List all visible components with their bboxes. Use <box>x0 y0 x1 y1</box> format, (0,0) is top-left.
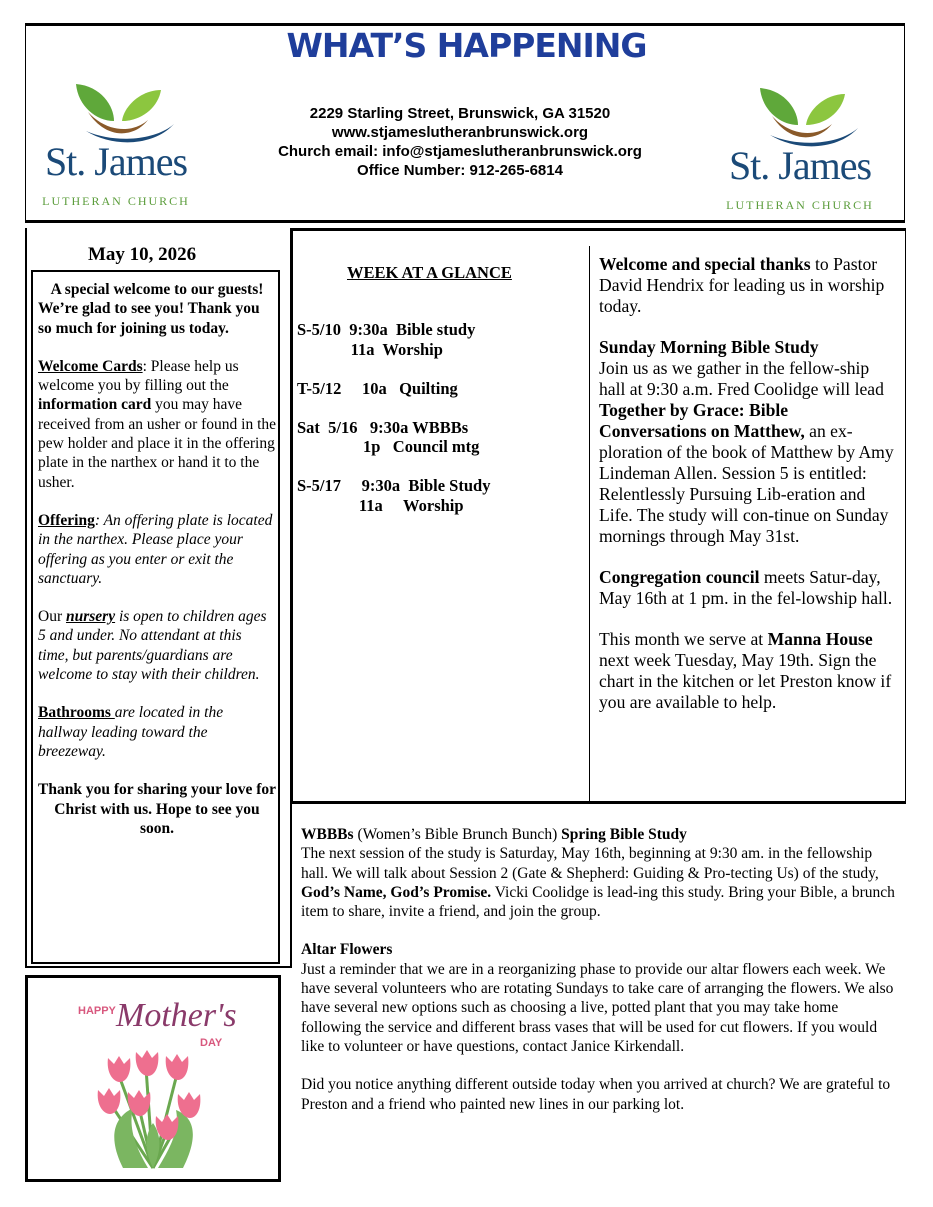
study-title: God’s Name, God’s Promise. <box>301 883 492 901</box>
text: an ex-ploration of the book of Matthew by Amy Lindeman Allen. Session 5 is entitled: Relentlessly Pursuing Lib-eration and Life. The study will con-tinue on Sunday mornings through May 31st. <box>599 421 894 546</box>
tulip-bouquet-icon <box>28 978 278 1179</box>
schedule-row: S-5/17 9:30a Bible Study <box>297 476 491 495</box>
text: Vicki Coolidge is lead-ing this study. Bring your Bible, a brunch item to share, invite a friend, and join the group. <box>301 883 895 921</box>
welcome-cards-paragraph <box>38 357 276 492</box>
text: Our <box>38 608 66 626</box>
welcome-message: We’re glad to see you! Thank you so much for joining us today. <box>38 300 260 337</box>
nursery-label: nursery <box>65 608 116 626</box>
logo-name: St. James <box>728 143 872 188</box>
schedule-row: Sat 5/16 9:30a WBBBs <box>297 417 469 437</box>
thanks-message: Thank you for sharing your love for Christ with us. Hope to see you soon. <box>38 781 276 837</box>
text: next week Tuesday, May 19th. Sign the chart in the kitchen or let Preston know if you are available to help. <box>599 650 892 712</box>
church-logo-left <box>36 76 196 216</box>
column-divider <box>589 246 590 802</box>
logo-subtitle: LUTHERAN CHURCH <box>42 194 190 208</box>
bold-text: Congregation council <box>599 567 760 587</box>
welcome-thanks-paragraph <box>599 254 899 317</box>
leaf-icon <box>36 76 196 146</box>
manna-house-paragraph <box>599 629 899 713</box>
text: are located in the hallway leading toward the breezeway. <box>38 704 224 760</box>
text: to Pastor David Hendrix for leading us in worship today. <box>599 254 885 316</box>
text: The next session of the study is Saturday, May 16th, beginning at 9:30 am. in the fellowship hall. We will talk about Session 2 (Gate & Shepherd: Guiding & Pro-tecting Us) of the study, <box>301 845 879 882</box>
mothers-text: Mother's <box>116 997 237 1034</box>
altar-flowers-heading: Altar Flowers <box>301 941 393 959</box>
welcome-text <box>38 280 276 857</box>
wbbb-paragraph <box>301 825 899 921</box>
week-at-a-glance-heading: WEEK AT A GLANCE <box>347 263 512 282</box>
text: is open to children ages 5 and under. No attendant at this time, but parents/guardians are welcome to stay with their children. <box>38 608 267 684</box>
information-card-term: information card <box>38 396 152 414</box>
logo-name: St. James <box>44 139 188 184</box>
study-title: Together by Grace: Bible Conversations on Matthew, <box>599 400 805 441</box>
bulletin-date: May 10, 2026 <box>88 244 197 265</box>
week-schedule <box>297 320 582 515</box>
schedule-row: S-5/10 9:30a Bible study <box>297 320 476 339</box>
text: : An offering plate is located in the narthex. Please place your offering as you enter or exit the sanctuary. <box>38 511 273 587</box>
schedule-row: T-5/12 10a Quilting <box>297 378 458 398</box>
mothers-day-graphic <box>25 975 281 1182</box>
website-link[interactable]: www.stjameslutheranbrunswick.org <box>331 124 589 141</box>
schedule-row <box>297 398 582 418</box>
schedule-row <box>297 359 582 379</box>
schedule-row <box>297 457 582 477</box>
council-paragraph <box>599 567 899 609</box>
manna-house-term: Manna House <box>767 629 873 649</box>
schedule-row: 11a Worship <box>297 339 443 359</box>
contact-info <box>220 104 700 180</box>
offering-label: Offering <box>38 511 95 529</box>
nursery-paragraph <box>38 607 276 684</box>
phone-line: Office Number: 912-265-6814 <box>357 162 563 179</box>
altar-flowers-paragraph <box>301 940 899 1056</box>
schedule-row: 1p Council mtg <box>297 437 480 456</box>
schedule-row: 11a Worship <box>297 495 464 515</box>
text: meets Satur-day, May 16th at 1 pm. in the fel-lowship hall. <box>599 567 893 608</box>
email-line[interactable]: Church email: info@stjameslutheranbrunswick.org <box>278 143 642 160</box>
welcome-heading: A special welcome to our guests! <box>50 281 264 298</box>
happy-text: HAPPY <box>78 1005 116 1017</box>
announcements-column <box>599 254 899 733</box>
bold-text: Welcome and special thanks <box>599 254 811 274</box>
bathrooms-label: Bathrooms <box>38 704 115 722</box>
welcome-cards-label: Welcome Cards <box>38 357 143 375</box>
leaf-icon <box>720 80 880 150</box>
bathrooms-paragraph <box>38 703 276 761</box>
text: Join us as we gather in the fellow-ship hall at 9:30 a.m. Fred Coolidge will lead <box>599 358 884 399</box>
text: you may have received from an usher or found in the pew holder and place it in the offering plate in the narthex or hand it to the usher. <box>38 396 277 491</box>
text: : Please help us welcome you by filling out the <box>38 357 239 395</box>
bottom-section <box>301 825 899 1133</box>
text: This month we serve at <box>599 629 768 649</box>
bold-text: WBBBs <box>301 826 354 843</box>
parking-notice-paragraph: Did you notice anything different outside today when you arrived at church? We are grateful to Preston and a friend who painted new lines in our parking lot. <box>301 1076 891 1113</box>
bold-text: Spring Bible Study <box>561 826 687 843</box>
text: (Women’s Bible Brunch Bunch) <box>353 826 562 843</box>
offering-paragraph <box>38 511 276 588</box>
page-title: WHAT’S HAPPENING <box>286 26 647 65</box>
text: Just a reminder that we are in a reorganizing phase to provide our altar flowers each week. We have several volunteers who are rotating Sundays to take care of arranging the flowers. We also have several new options such as choosing a live, potted plant that you may take home following the service and different brass vases that will be used for cut flowers. If you would like to volunteer or have questions, contact Janice Kirkendall. <box>301 960 894 1055</box>
bible-study-paragraph <box>599 337 899 547</box>
church-logo-right <box>720 80 880 220</box>
day-text: DAY <box>200 1037 223 1049</box>
bible-study-heading: Sunday Morning Bible Study <box>599 337 819 357</box>
logo-subtitle: LUTHERAN CHURCH <box>726 198 874 212</box>
address: 2229 Starling Street, Brunswick, GA 31520 <box>309 105 611 122</box>
